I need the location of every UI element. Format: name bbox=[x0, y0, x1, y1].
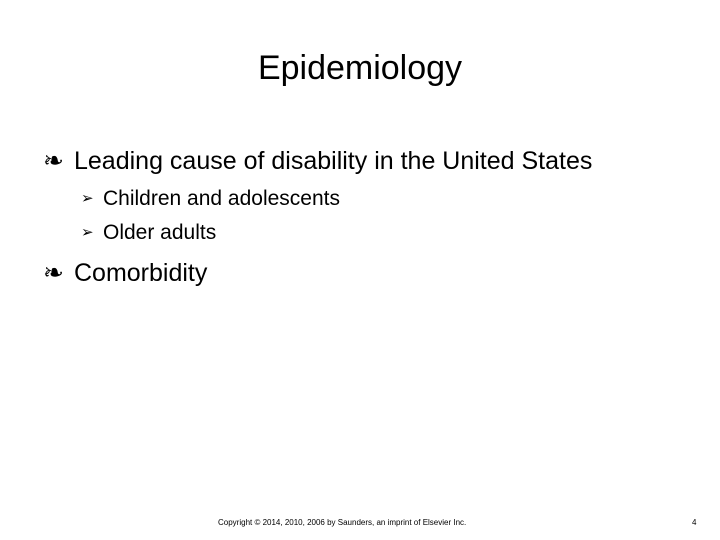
arrowhead-bullet-icon: ➢ bbox=[81, 190, 94, 207]
copyright-text: Copyright © 2014, 2010, 2006 by Saunders, an imprint of Elsevier Inc. bbox=[218, 518, 467, 527]
bullet-item bbox=[43, 146, 592, 176]
bullet-item bbox=[43, 258, 207, 288]
sub-bullet-item bbox=[81, 186, 340, 212]
bullet-text: Comorbidity bbox=[74, 259, 208, 287]
bullet-text: Leading cause of disability in the United States bbox=[74, 147, 593, 175]
slide-title: Epidemiology bbox=[257, 49, 463, 87]
scroll-bullet-icon: ❧ bbox=[43, 259, 64, 287]
page-number: 4 bbox=[692, 518, 697, 527]
arrowhead-bullet-icon: ➢ bbox=[81, 224, 94, 241]
sub-bullet-item bbox=[81, 220, 216, 246]
sub-bullet-text: Older adults bbox=[103, 221, 217, 244]
scroll-bullet-icon: ❧ bbox=[43, 147, 64, 175]
sub-bullet-text: Children and adolescents bbox=[103, 187, 340, 210]
